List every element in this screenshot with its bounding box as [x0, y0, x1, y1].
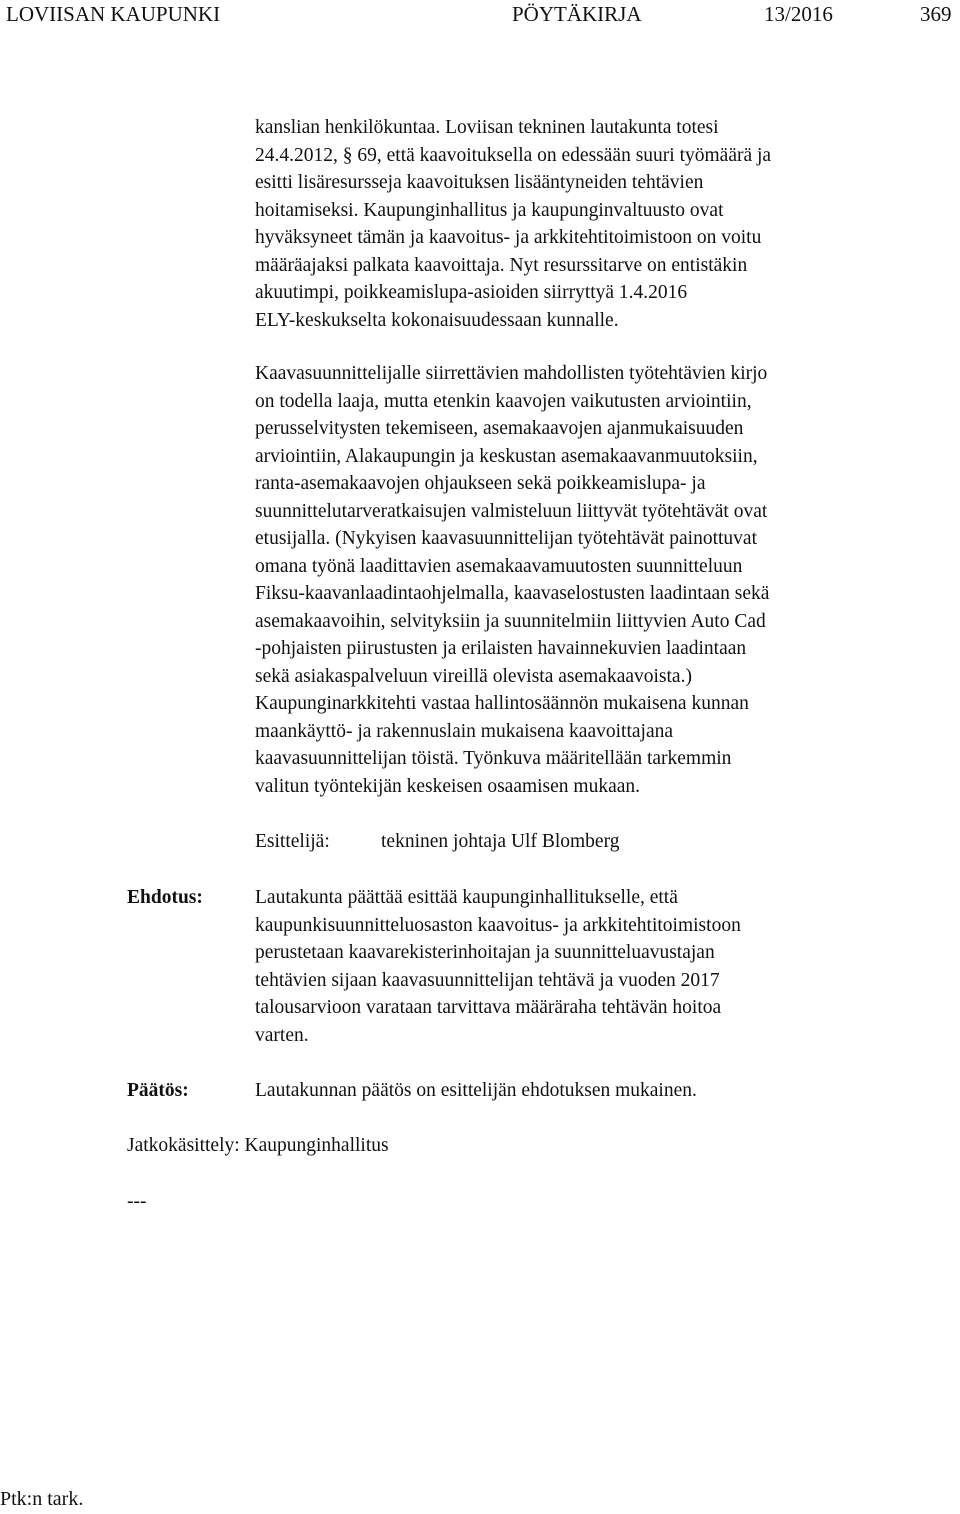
paragraph-line: Fiksu-kaavanlaadintaohjelmalla, kaavaselostusten laadintaan sekä: [255, 583, 770, 604]
proposal-line: varten.: [255, 1024, 309, 1046]
background-paragraph: [255, 114, 945, 334]
paragraph-line: hyväksyneet tämän ja kaavoitus- ja arkkitehtitoimistoon on voitu: [255, 227, 762, 248]
organization-name: LOVIISAN KAUPUNKI: [6, 2, 221, 26]
decision-label: Päätös:: [127, 1080, 189, 1101]
paragraph-line: Kaupunginarkkitehti vastaa hallintosäännön mukaisena kunnan: [255, 693, 749, 714]
paragraph-line: 24.4.2012, § 69, että kaavoituksella on edessään suuri työmäärä ja: [255, 144, 772, 166]
duties-paragraph: [255, 360, 945, 800]
document-number: 13/2016: [764, 2, 833, 26]
paragraph-line: Kaavasuunnittelijalle siirrettävien mahdollisten työtehtävien kirjo: [255, 363, 768, 384]
paragraph-line: arviointiin, Alakaupungin ja keskustan asemakaavanmuutoksiin,: [255, 445, 758, 467]
paragraph-line: suunnittelutarveratkaisujen valmisteluun liittyvät työtehtävät ovat: [255, 500, 768, 522]
paragraph-line: perusselvitysten tekemiseen, asemakaavojen ajanmukaisuuden: [255, 418, 744, 439]
paragraph-line: on todella laaja, mutta etenkin kaavojen vaikutusten arviointiin,: [255, 390, 752, 412]
presenter-name: tekninen johtaja Ulf Blomberg: [381, 831, 620, 852]
paragraph-line: hoitamiseksi. Kaupunginhallitus ja kaupunginvaltuusto ovat: [255, 199, 724, 221]
proposal-label: Ehdotus:: [127, 887, 203, 908]
paragraph-line: etusijalla. (Nykyisen kaavasuunnittelijan työtehtävät painottuvat: [255, 528, 757, 549]
paragraph-line: -pohjaisten piirustusten ja erilaisten havainnekuvien laadintaan: [255, 638, 747, 659]
document-type: PÖYTÄKIRJA: [512, 2, 642, 26]
paragraph-line: ranta-asemakaavojen ohjaukseen sekä poikkeamislupa- ja: [255, 473, 706, 494]
paragraph-line: ELY-keskukselta kokonaisuudessaan kunnalle.: [255, 309, 619, 331]
paragraph-line: omana työnä laadittavien asemakaavamuutosten suunnitteluun: [255, 555, 743, 577]
paragraph-line: kaavasuunnittelijan töistä. Työnkuva määritellään tarkemmin: [255, 748, 732, 769]
proposal-line: talousarvioon varataan tarvittava määräraha tehtävän hoitoa: [255, 997, 722, 1018]
minutes-checker-footer: Ptk:n tark.: [0, 1488, 84, 1510]
proposal-line: Lautakunta päättää esittää kaupunginhallitukselle, että: [255, 887, 678, 908]
page-number: 369: [920, 2, 952, 26]
section-separator: ---: [127, 1191, 147, 1212]
paragraph-line: kanslian henkilökuntaa. Loviisan tekninen lautakunta totesi: [255, 117, 719, 138]
proposal-text: [255, 884, 945, 1049]
paragraph-line: maankäyttö- ja rakennuslain mukaisena kaavoittajana: [255, 720, 674, 742]
paragraph-line: asemakaavoihin, selvityksiin ja suunnitelmiin liittyvien Auto Cad: [255, 610, 766, 632]
paragraph-line: akuutimpi, poikkeamislupa-asioiden siirryttyä 1.4.2016: [255, 282, 688, 303]
paragraph-line: määräajaksi palkata kaavoittaja. Nyt resurssitarve on entistäkin: [255, 254, 748, 276]
paragraph-line: valitun työntekijän keskeisen osaamisen mukaan.: [255, 775, 641, 797]
presenter-label: Esittelijä:: [255, 831, 330, 852]
further-handling: Jatkokäsittely: Kaupunginhallitus: [127, 1135, 389, 1156]
decision-text: Lautakunnan päätös on esittelijän ehdotuksen mukainen.: [255, 1080, 697, 1101]
proposal-line: perustetaan kaavarekisterinhoitajan ja suunnitteluavustajan: [255, 942, 715, 963]
proposal-line: tehtävien sijaan kaavasuunnittelijan tehtävä ja vuoden 2017: [255, 969, 720, 991]
proposal-line: kaupunkisuunnitteluosaston kaavoitus- ja arkkitehtitoimistoon: [255, 914, 741, 936]
paragraph-line: esitti lisäresursseja kaavoituksen lisääntyneiden tehtävien: [255, 172, 704, 193]
paragraph-line: sekä asiakaspalveluun vireillä olevista asemakaavoista.): [255, 665, 692, 687]
document-header: [0, 0, 960, 30]
